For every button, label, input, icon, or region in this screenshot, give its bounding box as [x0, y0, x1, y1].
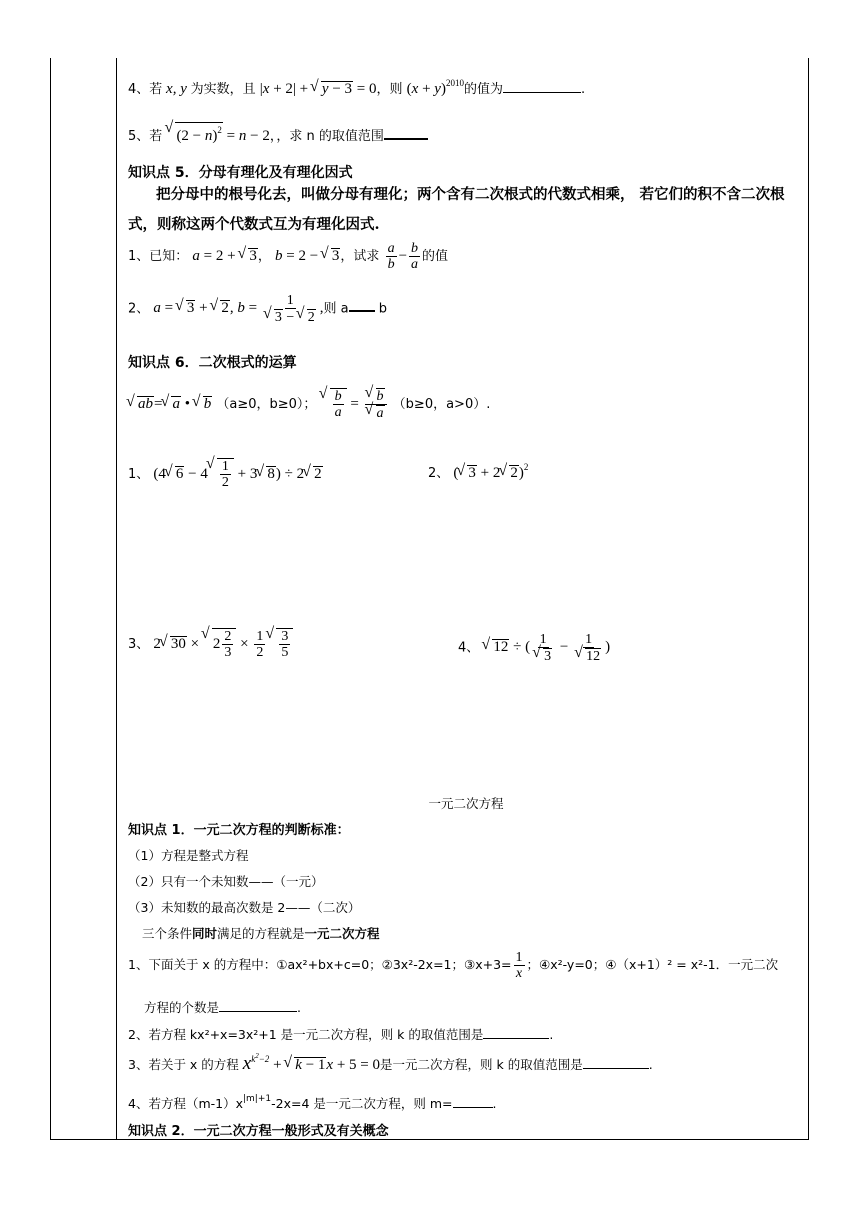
- equation: √ $(2 - n)^2 = n - 2$: [166, 128, 269, 144]
- column-divider: [116, 58, 117, 1140]
- emphasis: 一元二次方程: [304, 926, 380, 941]
- knowledge-point-5-title: 知识点 5．分母有理化及有理化因式: [128, 165, 353, 181]
- question-number: 1、: [128, 466, 150, 482]
- expression: a = √ 3 + √ 2, b = 1 √ 3 − √ 2 ,: [153, 300, 323, 316]
- question-number: 4、: [458, 640, 480, 656]
- b-question-4: 4、若方程$(m-1)x^{|m|+1}-2x=4$ 是一元二次方程，则 m= .: [128, 1094, 497, 1111]
- text: 1、已知：: [128, 249, 189, 264]
- b-question-1-continued: 方程的个数是 .: [144, 1000, 301, 1015]
- expression: (4√ 6 − 4 √ $\frac{1}{2}$ + 3√ 8) ÷ 2√ 2: [153, 466, 322, 482]
- criterion-3: （3）未知数的最高次数是 2——（二次）: [128, 900, 361, 915]
- text: ，试求: [340, 249, 380, 264]
- question-number: 2、: [428, 466, 450, 481]
- k5-question-1: 1、已知： a = 2 + √ 3， b = 2 − √ 3，试求 $\frac{a}{b}$ − $\frac{b}{a}$ 的值: [128, 241, 448, 272]
- text: 4、若方程（m-1）x: [128, 1096, 243, 1111]
- fraction-b-over-a: $\frac{b}{a}$: [411, 241, 419, 272]
- answer-blank[interactable]: [503, 92, 581, 93]
- text: 三个条件: [142, 926, 193, 941]
- answer-blank[interactable]: [384, 138, 428, 140]
- condition: （a≥0，b≥0）；: [216, 396, 317, 412]
- text: 2、: [128, 301, 150, 317]
- text: b: [378, 301, 387, 317]
- knowledge-point-1-title: 知识点 1．一元二次方程的判断标准：: [128, 823, 350, 838]
- text: 是一元二次方程，则 k 的取值范围是: [380, 1057, 583, 1072]
- text: 若: [149, 129, 163, 144]
- b-question-1: [128, 950, 778, 981]
- text: 若: [149, 82, 163, 97]
- rule-product: √ ab=√ a • √ b: [128, 396, 212, 412]
- emphasis: 同时: [192, 926, 218, 941]
- text: 方程的个数是: [144, 1000, 220, 1015]
- question-number: 5、: [128, 129, 150, 144]
- text: 则 a: [323, 301, 349, 317]
- answer-blank[interactable]: [453, 1107, 493, 1108]
- answer-blank[interactable]: [349, 310, 375, 312]
- text: 的值为: [463, 82, 503, 97]
- text: -2x=4 是一元二次方程，则 m=: [271, 1096, 453, 1111]
- question-number: 3、: [128, 636, 150, 652]
- answer-blank[interactable]: [483, 1038, 549, 1039]
- equation: $x^{k^2-2}$ + √ k − 1x + 5 = 0: [243, 1057, 380, 1073]
- k6-question-3: [128, 628, 293, 660]
- expression: $(x + y)^{2010}$: [406, 78, 464, 97]
- k6-question-2: [428, 462, 528, 482]
- text: 1、下面关于 x 的方程中：①ax²+bx+c=0；②3x²-2x=1；③x+3=: [128, 957, 512, 972]
- equation: |x + 2| + √ y − 3 = 0: [260, 81, 377, 97]
- knowledge-point-5-definition: 把分母中的根号化去，叫做分母有理化；两个含有二次根式的代数式相乘， 若它们的积不含二次根式，则称这两个代数式互为有理化因式.: [128, 186, 785, 233]
- knowledge-point-2-title: 知识点 2．一元二次方程一般形式及有关概念: [128, 1124, 389, 1139]
- text: 2、若方程 kx²+x=3x²+1 是一元二次方程，则 k 的取值范围是: [128, 1027, 484, 1042]
- expression: √ 12 ÷ ( 1 √ 3 − 1 √ 12 ): [483, 639, 610, 655]
- expression: (√ 3 + 2√ 2)$^2$: [453, 465, 528, 481]
- criterion-1: （1）方程是整式方程: [128, 848, 249, 863]
- k6-question-4: [458, 632, 610, 664]
- text: ，: [257, 249, 271, 264]
- section-title: 一元二次方程: [428, 796, 504, 811]
- k6-rules: [128, 388, 490, 421]
- condition: （b≥0，a>0）.: [392, 396, 491, 412]
- summary: [142, 924, 380, 942]
- criterion-2: （2）只有一个未知数——（一元）: [128, 874, 324, 889]
- expression-a: a = 2 + √ 3: [192, 248, 257, 264]
- text: 3、若关于 x 的方程: [128, 1057, 239, 1072]
- fraction-1-over-x: $\frac{1}{x}$: [515, 950, 523, 981]
- text: ；④x²-y=0；④（x+1）² = x²-1．一元二次: [526, 957, 779, 972]
- text: ，则: [376, 82, 403, 97]
- k6-question-1: [128, 458, 323, 490]
- rule-quotient: √ $\frac{b}{a}$ = √ b √ a: [321, 396, 389, 412]
- text: 满足的方程就是: [217, 926, 305, 941]
- fraction-a-over-b: $\frac{a}{b}$: [387, 241, 395, 272]
- row-divider: [50, 1139, 809, 1140]
- expression: 2√ 30 × √ 2 $\frac{2}{3}$ × $\frac{1}{2}$ √ $\frac{3}{5}$: [153, 636, 293, 652]
- k5-question-2: [128, 293, 387, 325]
- answer-blank[interactable]: [219, 1011, 297, 1012]
- answer-blank[interactable]: [583, 1068, 649, 1069]
- text: 为实数，且: [190, 82, 256, 97]
- text: ，求 n 的取值范围: [276, 129, 384, 144]
- expression-b: b = 2 − √ 3: [275, 248, 340, 264]
- text: .: [580, 82, 586, 97]
- b-question-3: 3、若关于 x 的方程 $x^{k^2-2}$ + √ k − 1x + 5 = 0是一元二次方程，则 k 的取值范围是 .: [128, 1052, 653, 1075]
- b-question-2: 2、若方程 kx²+x=3x²+1 是一元二次方程，则 k 的取值范围是 .: [128, 1027, 554, 1042]
- knowledge-point-6-title: 知识点 6．二次根式的运算: [128, 355, 297, 371]
- question-4: 4、若 x, y 为实数，且 |x + 2| + √ y − 3 = 0，则 $(x + y)^{2010}$的值为 .: [128, 78, 585, 98]
- question-number: 4、: [128, 82, 150, 97]
- question-5: 5、若 √ $(2 - n)^2 = n - 2$，，求 n 的取值范围: [128, 122, 428, 145]
- text: 的值: [422, 249, 449, 264]
